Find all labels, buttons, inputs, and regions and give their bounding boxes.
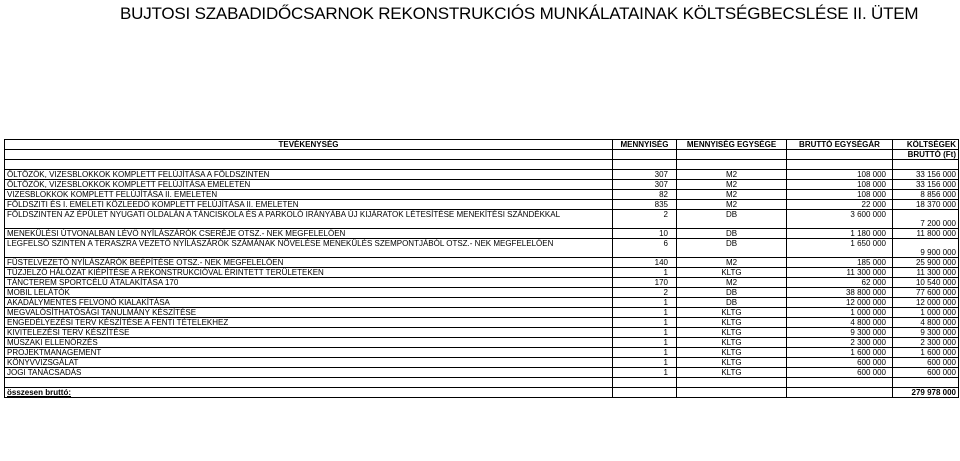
header-spacer [613, 150, 677, 160]
row-activity: TŰZJELZŐ HÁLÓZAT KIÉPÍTÉSE A REKONSTRUKCIÓVAL ÉRINTETT TERÜLETEKEN [5, 268, 613, 278]
row-cost: 33 156 000 [893, 180, 959, 190]
row-cost: 18 370 000 [893, 200, 959, 210]
row-quantity: 1 [613, 338, 677, 348]
header-unit-price: BRUTTÓ EGYSÉGÁR [787, 140, 893, 150]
row-unit: KLTG [677, 308, 787, 318]
row-cost: 9 900 000 [893, 239, 959, 258]
row-cost: 2 300 000 [893, 338, 959, 348]
total-value: 279 978 000 [893, 388, 959, 398]
row-quantity: 170 [613, 278, 677, 288]
row-cost: 4 800 000 [893, 318, 959, 328]
row-quantity: 1 [613, 298, 677, 308]
blank-cell [5, 160, 613, 170]
row-unit: DB [677, 229, 787, 239]
row-cost: 25 900 000 [893, 258, 959, 268]
row-unit-price: 9 300 000 [787, 328, 893, 338]
row-cost: 600 000 [893, 358, 959, 368]
row-cost: 9 300 000 [893, 328, 959, 338]
row-activity: MŰSZAKI ELLENŐRZÉS [5, 338, 613, 348]
blank-cell [677, 160, 787, 170]
blank-cell [787, 378, 893, 388]
row-activity: FÜSTELVEZETŐ NYÍLÁSZÁRÓK BEÉPÍTÉSE OTSZ.- NEK MEGFELELŐEN [5, 258, 613, 268]
row-unit-price: 2 300 000 [787, 338, 893, 348]
row-unit-price: 108 000 [787, 180, 893, 190]
row-quantity: 2 [613, 210, 677, 229]
row-unit-price: 108 000 [787, 170, 893, 180]
blank-cell [613, 378, 677, 388]
row-unit-price: 185 000 [787, 258, 893, 268]
table-row [5, 180, 959, 190]
row-activity: ÖLTÖZŐK, VIZESBLOKKOK KOMPLETT FELÚJÍTÁSA A FÖLDSZINTEN [5, 170, 613, 180]
header-spacer [787, 150, 893, 160]
row-activity: TÁNCTEREM SPORTCÉLÚ ÁTALAKÍTÁSA 170 [5, 278, 613, 288]
row-cost: 1 000 000 [893, 308, 959, 318]
row-activity: FÖLDSZINTEN AZ ÉPÜLET NYUGATI OLDALÁN A TÁNCISKOLA ÉS A PARKOLÓ IRÁNYÁBA ÚJ KIJÁRATOK LÉTESÍTÉSE MENEKÍTÉSI SZÁNDÉKKAL [5, 210, 613, 229]
row-quantity: 1 [613, 328, 677, 338]
row-unit-price: 62 000 [787, 278, 893, 288]
row-cost: 12 000 000 [893, 298, 959, 308]
table-row [5, 308, 959, 318]
row-unit-price: 1 000 000 [787, 308, 893, 318]
table-row [5, 328, 959, 338]
header-activity: TEVÉKENYSÉG [5, 140, 613, 150]
blank-cell [613, 160, 677, 170]
table-row [5, 358, 959, 368]
header-spacer [5, 150, 613, 160]
row-quantity: 1 [613, 348, 677, 358]
row-cost: 7 200 000 [893, 210, 959, 229]
row-unit-price: 1 600 000 [787, 348, 893, 358]
row-unit: M2 [677, 278, 787, 288]
row-unit: KLTG [677, 328, 787, 338]
row-unit: KLTG [677, 268, 787, 278]
table-row [5, 200, 959, 210]
row-cost: 10 540 000 [893, 278, 959, 288]
row-unit: KLTG [677, 358, 787, 368]
row-activity: MENEKÜLÉSI ÚTVONALBAN LÉVŐ NYÍLÁSZÁRÓK CSERÉJE OTSZ.- NEK MEGFELELŐEN [5, 229, 613, 239]
table-row [5, 338, 959, 348]
row-activity: VIZESBLOKKOK KOMPLETT FELÚJÍTÁSA II. EMELETEN [5, 190, 613, 200]
row-unit: M2 [677, 258, 787, 268]
row-activity: PROJEKTMANAGEMENT [5, 348, 613, 358]
row-unit-price: 600 000 [787, 368, 893, 378]
blank-cell [893, 160, 959, 170]
cost-estimate-table [4, 139, 959, 398]
row-quantity: 140 [613, 258, 677, 268]
row-quantity: 835 [613, 200, 677, 210]
row-activity: JOGI TANÁCSADÁS [5, 368, 613, 378]
row-activity: AKADÁLYMENTES FELVONÓ KIALAKÍTÁSA [5, 298, 613, 308]
row-unit: DB [677, 239, 787, 258]
header-unit: MENNYISÉG EGYSÉGE [677, 140, 787, 150]
table-row [5, 210, 959, 229]
row-unit-price: 38 800 000 [787, 288, 893, 298]
row-activity: LEGFELSŐ SZINTEN A TERASZRA VEZETŐ NYÍLÁSZÁRÓK SZÁMÁNAK NÖVELÉSE MENEKÜLÉS SZEMPONTJÁBÓL OTSZ.- NEK MEGFELELŐEN [5, 239, 613, 258]
row-quantity: 1 [613, 358, 677, 368]
row-unit: KLTG [677, 338, 787, 348]
row-unit: M2 [677, 170, 787, 180]
header-cost: KÖLTSÉGEK [893, 140, 959, 150]
row-quantity: 1 [613, 308, 677, 318]
table-row [5, 239, 959, 258]
table-row [5, 258, 959, 268]
table-row [5, 348, 959, 358]
row-unit-price: 4 800 000 [787, 318, 893, 328]
blank-cell [893, 378, 959, 388]
row-unit: DB [677, 298, 787, 308]
row-activity: ENGEDÉLYEZÉSI TERV KÉSZÍTÉSE A FENTI TÉTELEKHEZ [5, 318, 613, 328]
table-row [5, 368, 959, 378]
row-activity: KIVITELEZÉSI TERV KÉSZÍTÉSE [5, 328, 613, 338]
header-spacer [677, 150, 787, 160]
table-row [5, 288, 959, 298]
row-unit-price: 108 000 [787, 190, 893, 200]
row-unit: KLTG [677, 318, 787, 328]
row-quantity: 2 [613, 288, 677, 298]
row-unit: KLTG [677, 348, 787, 358]
header-quantity: MENNYISÉG [613, 140, 677, 150]
row-unit-price: 3 600 000 [787, 210, 893, 229]
row-unit: DB [677, 288, 787, 298]
row-cost: 33 156 000 [893, 170, 959, 180]
row-activity: ÖLTÖZŐK, VIZESBLOKKOK KOMPLETT FELÚJÍTÁSA EMELETEN [5, 180, 613, 190]
row-activity: MOBIL LELÁTÓK [5, 288, 613, 298]
table-row [5, 190, 959, 200]
total-label: összesen bruttó: [5, 388, 613, 398]
row-cost: 11 800 000 [893, 229, 959, 239]
blank-cell [787, 160, 893, 170]
row-cost: 1 600 000 [893, 348, 959, 358]
row-unit-price: 22 000 [787, 200, 893, 210]
row-unit-price: 1 650 000 [787, 239, 893, 258]
row-unit: KLTG [677, 368, 787, 378]
row-activity: MEGVALÓSÍTHATÓSÁGI TANULMÁNY KÉSZÍTÉSE [5, 308, 613, 318]
blank-cell [677, 388, 787, 398]
row-quantity: 307 [613, 170, 677, 180]
row-unit: DB [677, 210, 787, 229]
row-cost: 77 600 000 [893, 288, 959, 298]
row-activity: FÖLDSZITI ÉS I. EMELETI KÖZLEEDŐ KOMPLETT FELÚJÍTÁSA II. EMELETEN [5, 200, 613, 210]
row-unit-price: 12 000 000 [787, 298, 893, 308]
table-row [5, 298, 959, 308]
row-quantity: 1 [613, 368, 677, 378]
blank-cell [677, 378, 787, 388]
table-row [5, 229, 959, 239]
table-row [5, 268, 959, 278]
row-unit: M2 [677, 200, 787, 210]
row-unit-price: 1 180 000 [787, 229, 893, 239]
blank-cell [613, 388, 677, 398]
row-quantity: 6 [613, 239, 677, 258]
row-cost: 600 000 [893, 368, 959, 378]
blank-cell [5, 378, 613, 388]
row-quantity: 1 [613, 318, 677, 328]
row-unit: M2 [677, 190, 787, 200]
row-quantity: 82 [613, 190, 677, 200]
header-cost-sub: BRUTTÓ (Ft) [893, 150, 959, 160]
table-row [5, 318, 959, 328]
row-unit-price: 600 000 [787, 358, 893, 368]
table-row [5, 278, 959, 288]
page-title: BUJTOSI SZABADIDŐCSARNOK REKONSTRUKCIÓS MUNKÁLATAINAK KÖLTSÉGBECSLÉSE II. ÜTEM [120, 4, 919, 23]
table-row [5, 170, 959, 180]
row-cost: 8 856 000 [893, 190, 959, 200]
row-cost: 11 300 000 [893, 268, 959, 278]
row-quantity: 10 [613, 229, 677, 239]
blank-cell [787, 388, 893, 398]
row-unit-price: 11 300 000 [787, 268, 893, 278]
row-unit: M2 [677, 180, 787, 190]
row-quantity: 1 [613, 268, 677, 278]
table-body [5, 170, 959, 378]
row-activity: KÖNYVVIZSGÁLAT [5, 358, 613, 368]
row-quantity: 307 [613, 180, 677, 190]
